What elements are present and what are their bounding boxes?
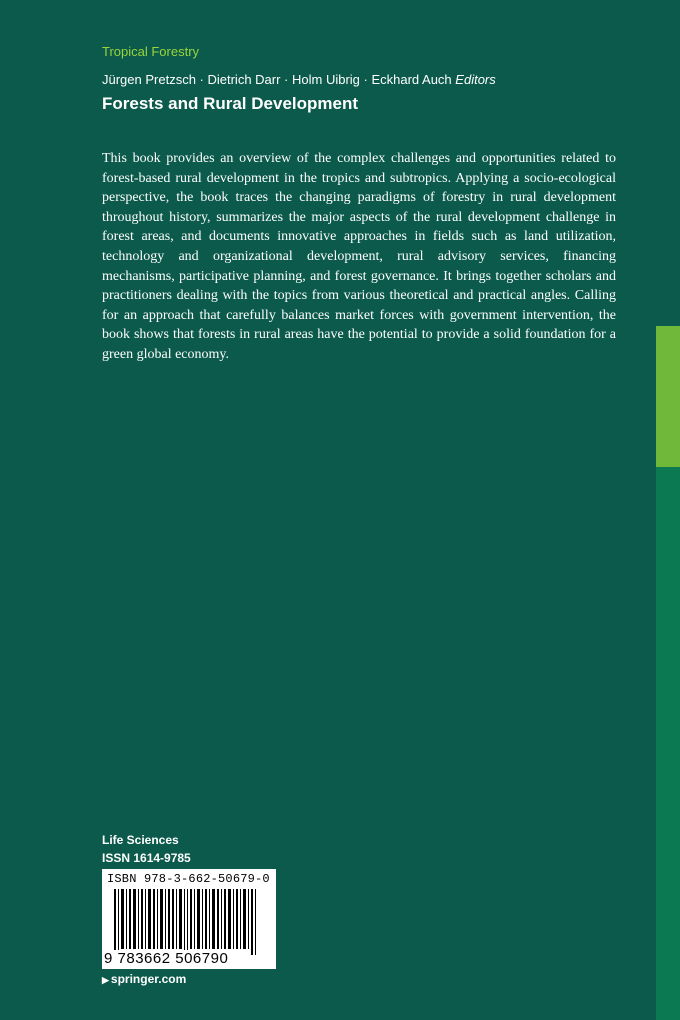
publisher-link[interactable] — [102, 972, 186, 986]
side-stripe-dark — [656, 0, 680, 326]
barcode-box — [102, 869, 276, 969]
side-stripe-lime — [656, 326, 680, 467]
editors-line — [102, 72, 496, 87]
editors-role: Editors — [455, 72, 496, 87]
side-stripe-green — [656, 467, 680, 1020]
barcode-number: 9 783662 506790 — [104, 950, 229, 967]
subject-label: Life Sciences — [102, 833, 179, 847]
barcode-icon — [114, 889, 264, 955]
publisher-link-text: springer.com — [110, 972, 187, 986]
editors-names: Jürgen Pretzsch · Dietrich Darr · Holm Uibrig · Eckhard Auch — [102, 72, 452, 87]
series-name: Tropical Forestry — [102, 44, 200, 59]
book-description: This book provides an overview of the complex challenges and opportunities related to forest-based rural development in the tropics and subtropics. Applying a socio-ecological perspective, the book traces the changing paradigms of forestry in rural development throughout history, summarizes the major aspects of the rural development challenge in forest areas, and documents innovative approaches in fields such as land utilization, technology and organizational development, rural advisory services, financing mechanisms, participative planning, and forest governance. It brings together scholars and practitioners dealing with the topics from various theoretical and practical angles. Calling for an approach that carefully balances market forces with government intervention, the book shows that forests in rural areas have the potential to provide a solid foundation for a green global economy. — [102, 151, 616, 362]
issn-label: ISSN 1614-9785 — [102, 851, 191, 865]
isbn-text: ISBN 978-3-662-50679-0 — [107, 872, 270, 886]
book-title: Forests and Rural Development — [102, 94, 359, 113]
arrow-right-icon: ▶ — [102, 975, 109, 985]
